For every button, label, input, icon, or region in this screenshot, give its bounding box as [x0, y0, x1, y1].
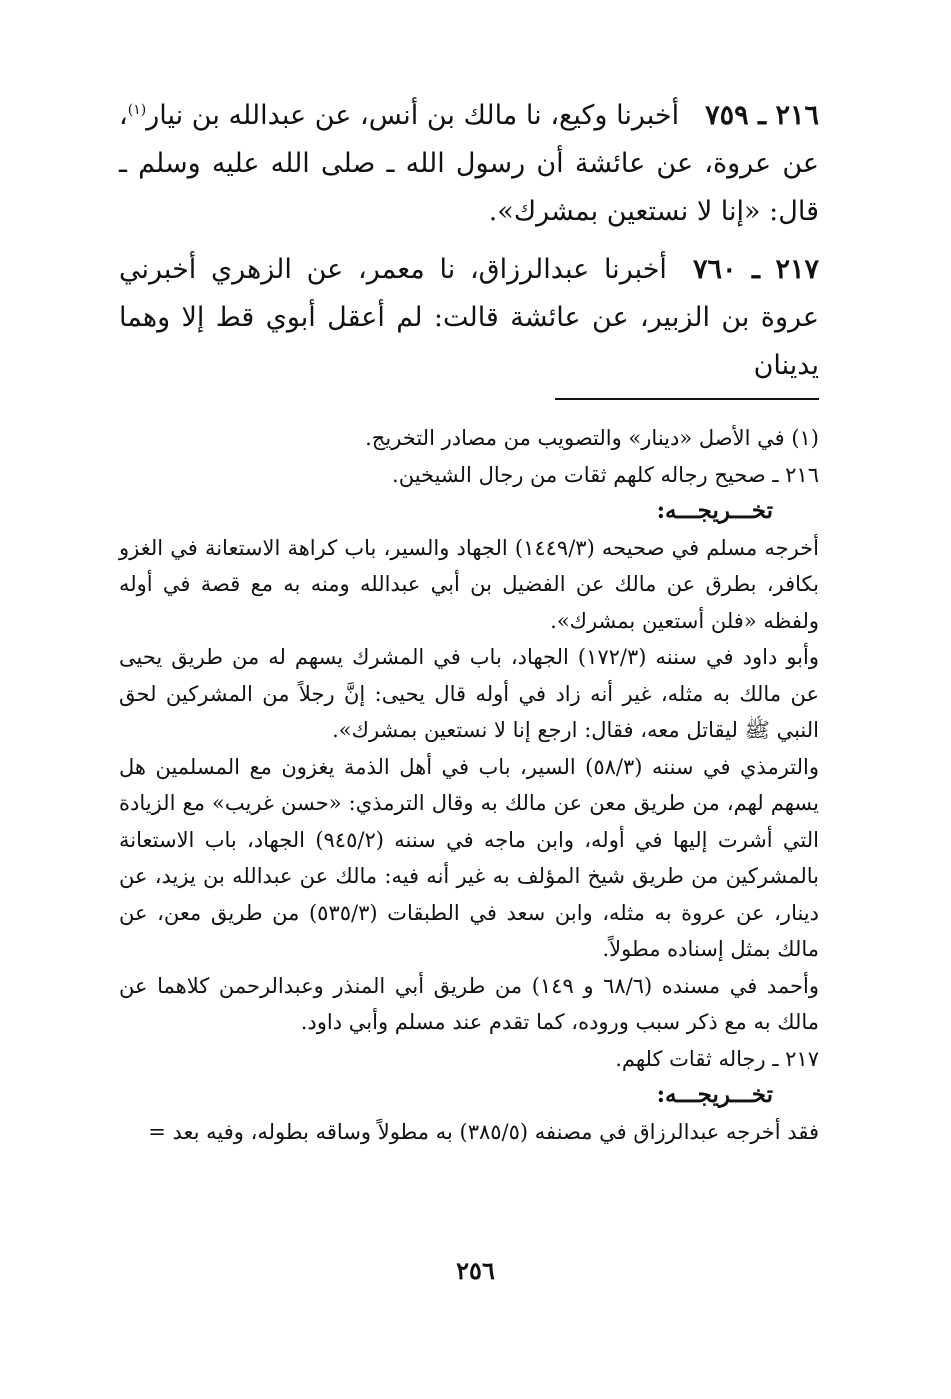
footnote-divider: [555, 398, 819, 400]
footnote-1: (١) في الأصل «دينار» والتصويب من مصادر التخريج.: [365, 426, 819, 450]
takhrij-216-tirmidhi: والترمذي في سننه (٥٨/٣) السير، باب في أهل الذمة يغزون مع المسلمين هل يسهم لهم، من طريق معن عن مالك به وقال الترمذي: «حسن غريب» مع الزيادة التي أشرت إليها في أوله، وابن ماجه في سننه (٩٤٥/٢) الجهاد، باب الاستعانة بالمشركين من طريق شيخ المؤلف به غير أنه فيه: مالك عن عبدالله بن يزيد، عن دينار، عن عروة به مثله، وابن سعد في الطبقات (٥٣٥/٣) من طريق معن، عن مالك بمثل إسناده مطولاً.: [119, 754, 820, 961]
hadith-760: [119, 246, 819, 390]
footnote-ref: (١): [127, 102, 147, 118]
takhrij-216-ahmad: وأحمد في مسنده (٦٨/٦ و ١٤٩) من طريق أبي المنذر وعبدالرحمن كلاهما عن مالك به مع ذكر سبب وروده، كما تقدم عند مسلم وأبي داود.: [119, 973, 819, 1034]
grade-216: ٢١٦ ـ صحيح رجاله كلهم ثقات من رجال الشيخين.: [392, 462, 819, 487]
hadith-text-cont: ، عن عروة، عن عائشة أن رسول الله ـ صلى الله عليه وسلم ـ قال: «إنا لا نستعين بمشرك».: [119, 100, 819, 227]
hadith-number: ٢١٦ ـ ٧٥٩: [705, 100, 819, 131]
takhrij-216-abudawud: وأبو داود في سننه (١٧٢/٣) الجهاد، باب في المشرك يسهم له من طريق يحيى عن مالك به مثله، غير أنه زاد في أوله قال يحيى: إنَّ رجلاً من المشركين لحق النبي ﷺ ليقاتل معه، فقال: ارجع إنا لا نستعين بمشرك».: [119, 645, 820, 742]
grade-217: ٢١٧ ـ رجاله ثقات كلهم.: [615, 1046, 819, 1071]
takhrij-216-muslim: أخرجه مسلم في صحيحه (١٤٤٩/٣) الجهاد والسير، باب كراهة الاستعانة في الغزو بكافر، بطرق عن مالك عن الفضيل بن أبي عبدالله ومنه به مع قصة في أوله ولفظه «فلن أستعين بمشرك».: [119, 535, 819, 633]
page-number: ٢٥٦: [456, 1256, 495, 1285]
hadith-759: [119, 92, 819, 236]
takhrij-217: فقد أخرجه عبدالرزاق في مصنفه (٣٨٥/٥) به مطولاً وساقه بطوله، وفيه بعد =: [148, 1119, 819, 1144]
takhrij-heading: تخـــريجـــه:: [656, 497, 773, 524]
main-text: [119, 92, 819, 400]
hadith-text: أخبرنا عبدالرزاق، نا معمر، عن الزهري أخبرني عروة بن الزبير، عن عائشة قالت: لم أعقل أبوي قط إلا وهما يدينان: [119, 254, 819, 381]
hadith-number: ٢١٧ ـ ٧٦٠: [692, 254, 819, 285]
footnotes: [119, 420, 819, 1150]
hadith-text: أخبرنا وكيع، نا مالك بن أنس، عن عبدالله بن نيار: [146, 100, 680, 131]
takhrij-heading-2: تخـــريجـــه:: [656, 1081, 773, 1108]
